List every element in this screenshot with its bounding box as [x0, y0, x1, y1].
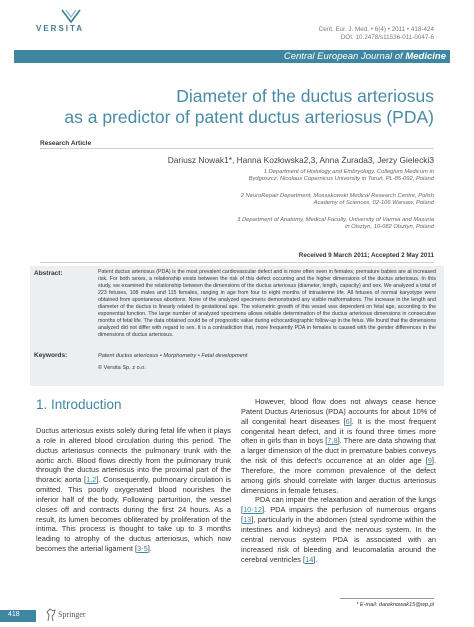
journal-emphasis: Medicine	[405, 50, 446, 62]
title-line-2: as a predictor of patent ductus arteriosus (PDA)	[64, 107, 434, 127]
keywords-label: Keywords:	[34, 352, 68, 359]
paragraph	[36, 426, 231, 554]
paragraph	[241, 495, 436, 564]
citation-link[interactable]: 9	[427, 456, 432, 466]
text-run: PDA can impair the relaxation and aeration of the lungs [	[241, 495, 436, 515]
citation-link[interactable]: 13	[243, 515, 252, 525]
page-number: 418	[8, 611, 20, 618]
springer-horse-icon	[46, 608, 56, 627]
citation-link[interactable]: 3-5	[137, 544, 148, 554]
corresponding-email: * E-mail: dareknowak15@wp.pl	[356, 602, 434, 608]
article-type-label: Research Article	[40, 140, 92, 147]
citation-link[interactable]: 1,2	[86, 475, 97, 485]
article-title	[34, 86, 434, 128]
text-run: However, blood flow does not always cease hence Patent Ductus Arteriosus (PDA) accounts for about 10% of all congenital heart diseases [	[241, 397, 436, 426]
divider	[40, 262, 434, 263]
text-run: ]. There are data showing that a larger dimension of the duct in premature babies conveys the risk of this defect's occurrence at an older age [	[241, 436, 436, 466]
abstract-text: Patent ductus arteriosus (PDA) is the most prevalent cardiovascular defect and is more often seen in females; premature babies are at increased risk. For both sexes, a relationship exists between the risk of this defect occurring and the higher dimensions of the ductus arteriosus. In this study, we examined the relationship between the dimensions of the ductus arteriosus (diameter, length, capacity) and sex. We analyzed a total of 223 fetuses, 108 males and 115 females, ranging in age from four to eight months of intrauterine life. All fetuses of normal karyotype were obtained from spontaneous abortions. None of the analyzed specimens demonstrated any visible malformations. The increase in the length and diameter of the ductus is linearly related to gestational age. The volumetric growth of this vessel was dependent on fetal age, according to the exponential function. The large number of analyzed specimens allows reliable determination of the ductus arteriosus dimensions in consecutive months of fetal life. The data obtained could be of prognostic value during echocardiographic follow-up in the fetus. We found that the dimensions analyzed did not differ with regard to sex. It is a contradiction that, more frequently PDA in females is caused with the gender differences in the dimensions of ductus arteriosus.	[98, 269, 436, 338]
doi-line: DOI: 10.2478/s11536-011-0047-6	[340, 34, 434, 42]
body-column-left	[36, 426, 231, 554]
divider	[40, 148, 434, 149]
citation-link[interactable]: 10-12	[243, 505, 262, 515]
publisher-logo-text: VERSITA	[36, 24, 85, 33]
text-run: ], particularly in the abdomen (steal syndrome within the intestines and kidneys) and the nervous system. In the central nervous system PDA is associated with an increased risk of bleeding and leucomalatia around the cerebral ventricles [	[241, 515, 436, 564]
text-run: ]. Consequently, pulmonary circulation is omitted. This poorly oxygenated blood nourishes the inferior half of the body. Following parturition, the vessel closes off and contracts during the first 24 hours. As a result, its lumen becomes obliterated by proliferation of the intima. This process is thought to take up to 3 months leading to atrophy of the ductus arteriosus, which now becomes the arterial ligament [	[36, 475, 232, 554]
text-run: Ductus arteriosus exists solely during fetal life when it plays a role in altered blood circulation during this period. The ductus arteriosus connects the pulmonary trunk with the aortic arch. Blood flows directly from the pulmonary trunk through the ductus arteriosus into the proximal part of the thoracic aorta [	[36, 426, 231, 485]
title-line-1: Diameter of the ductus arteriosus	[176, 86, 434, 106]
text-run: ]. It is the most frequent congenital heart defect, and it is found three times more often in girls than in boys [	[241, 416, 436, 446]
text-run: ].	[147, 544, 152, 554]
keywords-text: Patent ductus arteriosus • Morphometry • Fetal development	[98, 352, 248, 359]
journal-name	[284, 51, 446, 62]
received-date: Received 9 March 2011; Accepted 2 May 2011	[298, 252, 434, 259]
body-column-right	[241, 397, 436, 564]
citation-info	[319, 26, 434, 42]
publisher-name: Springer	[58, 610, 86, 619]
author-list: Dariusz Nowak1*, Hanna Kozłowska2,3, Anna Żurada3, Jerzy Gielecki3	[167, 155, 434, 165]
citation-line: Cent. Eur. J. Med. • 6(4) • 2011 • 418-424	[318, 26, 434, 33]
affiliation-1: 1 Department of Histology and Embryology, Collegium Medicum in Bydgoszcz, Nicolaus Copernicus University in Toruń, PL-85-092, Poland	[248, 169, 434, 183]
text-run: ]. Therefore, the more common prevalence of the defect among girls should correlate with larger ductus arteriosus dimensions in female fetuses.	[241, 456, 436, 495]
abstract-label: Abstract:	[34, 270, 63, 277]
citation-link[interactable]: 14	[305, 554, 314, 564]
citation-link[interactable]: 6	[345, 416, 350, 426]
affiliation-3: 3 Department of Anatomy, Medical Faculty, University of Varmia and Masuria in Olsztyn, 10-082 Olsztyn, Poland	[237, 217, 434, 231]
footnote-rule	[340, 598, 434, 599]
citation-link[interactable]: 7,8	[327, 436, 338, 446]
section-heading: 1. Introduction	[36, 397, 122, 412]
journal-prefix: Central European Journal of	[283, 50, 403, 62]
text-run: ].	[313, 554, 318, 564]
affiliation-2: 2 NeuroRepair Department, Mossakowski Medical Research Centre, Polish Academy of Sciences, 02-106 Warsaw, Poland	[240, 193, 434, 207]
paragraph	[241, 397, 436, 495]
text-run: ]. PDA impairs the perfusion of numerous organs [	[241, 505, 436, 525]
copyright-line: © Versita Sp. z o.o.	[98, 365, 146, 371]
